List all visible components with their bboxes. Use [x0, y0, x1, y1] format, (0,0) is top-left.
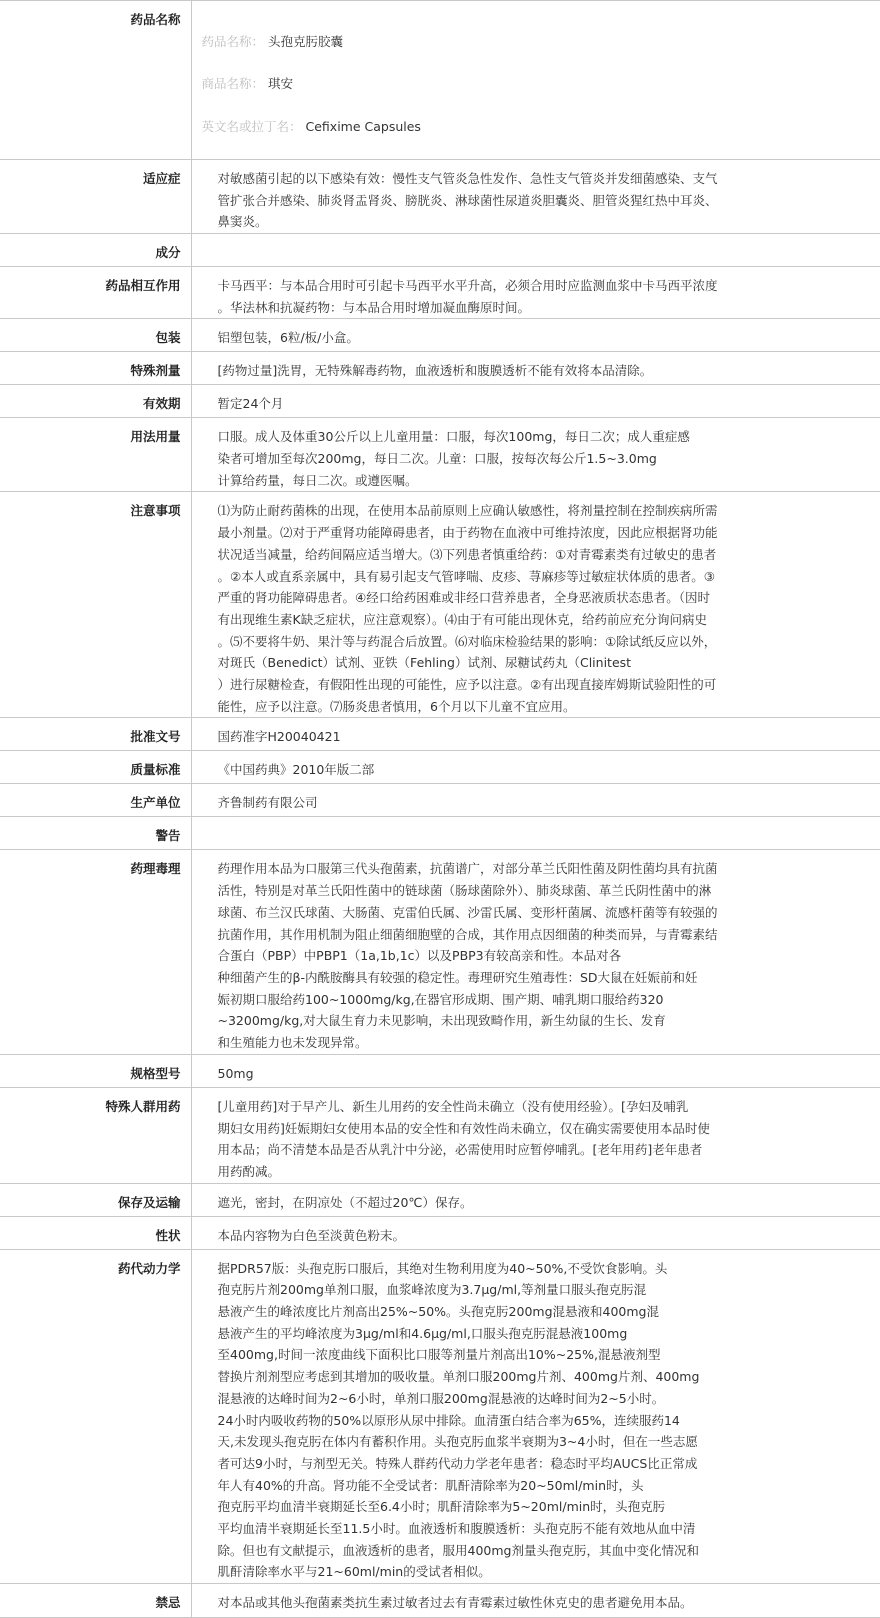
trade-name-key: 商品名称： [201, 76, 265, 92]
row-value [191, 817, 880, 850]
spec-row [0, 266, 880, 318]
row-value: 《中国药典》2010年版二部 [217, 762, 375, 778]
spec-row [0, 1216, 880, 1249]
spec-row [0, 817, 880, 850]
row-label: 警告 [0, 817, 191, 850]
spec-row [0, 850, 880, 1054]
row-value: 齐鲁制药有限公司 [217, 795, 318, 811]
row-label: 规格型号 [0, 1054, 191, 1087]
row-label: 性状 [0, 1216, 191, 1249]
generic-name-value: 头孢克肟胶囊 [268, 33, 344, 49]
row-value: 铝塑包装，6粒/板/小盒。 [217, 330, 359, 346]
spec-row [0, 492, 880, 718]
row-value: ⑴为防止耐药菌株的出现，在使用本品前原则上应确认敏感性，将剂量控制在控制疾病所需 最小剂量。⑵对于严重肾功能障碍患者，由于药物在血液中可维持浓度，因此应根据肾功能 状况适当减量，给药间隔应适当增大。⑶下列患者慎重给药：①对青霉素类有过敏史的患者 。②本人或直系亲属中，具有易引起支气管哮喘、皮疹、荨麻疹等过敏症状体质的患者。③ 严重的肾功能障碍患者。④经口给药困难或非经口营养患者，全身恶液质状态患者。（因时 有出现维生素K缺乏症状，应注意观察）。⑷由于有可能出现休克，给药前应充分询问病史 。⑸不要将牛奶、果汁等与药混合后放置。⑹对临床检验结果的影响：①除试纸反应以外， 对斑氏（Benedict）试剂、亚铁（Fehling）试剂、尿糖试药丸（Clinitest ）进行尿糖检查，有假阳性出现的可能性，应予以注意。②有出现直接库姆斯试验阳性的可 能性，应予以注意。⑺肠炎患者慎用，6个月以下儿童不宜应用。 [217, 503, 718, 714]
spec-row [0, 1087, 880, 1183]
row-value: [药物过量]洗胃，无特殊解毒药物，血液透析和腹膜透析不能有效将本品清除。 [217, 363, 653, 379]
spec-row [0, 751, 880, 784]
row-label: 药品相互作用 [0, 266, 191, 318]
row-label: 药代动力学 [0, 1249, 191, 1584]
spec-row [0, 1183, 880, 1216]
english-name-key: 英文名或拉丁名： [201, 119, 302, 135]
row-label: 注意事项 [0, 492, 191, 718]
spec-row [0, 718, 880, 751]
english-name-value: Cefixime Capsules [305, 119, 421, 135]
row-value: 暂定24个月 [217, 396, 284, 412]
row-value [191, 233, 880, 266]
row-drug-names [0, 1, 880, 160]
row-value: 国药准字H20040421 [217, 729, 341, 745]
trade-name-value: 琪安 [268, 76, 294, 92]
row-value: 药理作用本品为口服第三代头孢菌素，抗菌谱广，对部分革兰氏阳性菌及阴性菌均具有抗菌 活性，特别是对革兰氏阳性菌中的链球菌（肠球菌除外）、肺炎球菌、革兰氏阴性菌中的淋 球菌、布兰汉氏球菌、大肠菌、克雷伯氏属、沙雷氏属、变形杆菌属、流感杆菌等有较强的 抗菌作用，其作用机制为阻止细菌细胞壁的合成，其作用点因细菌的种类而异，与青霉素结 合蛋白（PBP）中PBP1（1a,1b,1c）以及PBP3有较高亲和性。本品对各 种细菌产生的β-内酰胺酶具有较强的稳定性。毒理研究生殖毒性：SD大鼠在妊娠前和妊 娠初期口服给药100~1000mg/kg,在器官形成期、围产期、哺乳期口服给药320 ~3200mg/kg,对大鼠生育力未见影响，未出现致畸作用，新生幼鼠的生长、发育 和生殖能力也未发现异常。 [217, 861, 718, 1051]
row-label: 适应症 [0, 159, 191, 233]
spec-row [0, 1584, 880, 1618]
row-label: 包装 [0, 319, 191, 352]
row-label: 生产单位 [0, 784, 191, 817]
row-value: 50mg [217, 1065, 254, 1081]
row-label: 药品名称 [0, 1, 191, 160]
spec-row [0, 1249, 880, 1584]
row-value: 对本品或其他头孢菌素类抗生素过敏者过去有青霉素过敏性休克史的患者避免用本品。 [217, 1595, 693, 1611]
row-value: 对敏感菌引起的以下感染有效：慢性支气管炎急性发作、急性支气管炎并发细菌感染、支气 管扩张合并感染、肺炎肾盂肾炎、膀胱炎、淋球菌性尿道炎胆囊炎、胆管炎猩红热中耳炎、 鼻窦炎。 [217, 170, 718, 230]
row-label: 批准文号 [0, 718, 191, 751]
row-label: 保存及运输 [0, 1183, 191, 1216]
row-label: 药理毒理 [0, 850, 191, 1054]
row-label: 特殊剂量 [0, 352, 191, 385]
row-value: [儿童用药]对于早产儿、新生儿用药的安全性尚未确立（没有使用经验）。[孕妇及哺乳 期妇女用药]妊娠期妇女使用本品的安全性和有效性尚未确立，仅在确实需要使用本品时使 用本品；尚不清楚本品是否从乳汁中分泌，必需使用时应暂停哺乳。[老年用药]老年患者 用药酌减。 [217, 1098, 710, 1179]
row-value: 本品内容物为白色至淡黄色粉末。 [217, 1227, 406, 1243]
spec-row [0, 784, 880, 817]
spec-row [0, 352, 880, 385]
row-value: 据PDR57版：头孢克肟口服后，其绝对生物利用度为40~50%,不受饮食影响。头 孢克肟片剂200mg单剂口服，血浆峰浓度为3.7μg/ml,等剂量口服头孢克肟混 悬液产生的峰浓度比片剂高出25%~50%。头孢克肟200mg混悬液和400mg混 悬液产生的平均峰浓度为3μg/ml和4.6μg/ml,口服头孢克肟混悬液100mg 至400mg,时间一浓度曲线下面积比口服等剂量片剂高出10%~25%,混悬液剂型 替换片剂剂型应考虑到其增加的吸收量。单剂口服200mg片剂、400mg片剂、400mg 混悬液的达峰时间为2~6小时，单剂口服200mg混悬液的达峰时间为2~5小时。 24小时内吸收药物的50%以原形从尿中排除。血清蛋白结合率为65%，连续服药14 天,未发现头孢克肟在体内有蓄积作用。头孢克肟血浆半衰期为3~4小时，但在一些志愿 者可达9小时，与剂型无关。特殊人群药代动力学老年患者：稳态时平均AUCS比正常成 年人有40%的升高。肾功能不全受试者：肌酐清除率为20~50ml/min时，头 孢克肟平均血清半衰期延长至6.4小时；肌酐清除率为5~20ml/min时，头孢克肟 平均血清半衰期延长至11.5小时。血液透析和腹膜透析：头孢克肟不能有效地从血中清 除。但也有文献提示，血液透析的患者，服用400mg剂量头孢克肟，其血中变化情况和 肌酐清除率水平与21~60ml/min的受试者相似。 [217, 1260, 700, 1580]
row-label: 质量标准 [0, 751, 191, 784]
row-value: 卡马西平：与本品合用时可引起卡马西平水平升高，必须合用时应监测血浆中卡马西平浓度 。华法林和抗凝药物：与本品合用时增加凝血酶原时间。 [217, 277, 718, 315]
spec-row [0, 159, 880, 233]
row-value: 遮光，密封，在阴凉处（不超过20℃）保存。 [217, 1194, 473, 1210]
row-value: 口服。成人及体重30公斤以上儿童用量：口服，每次100mg，每日二次；成人重症感 染者可增加至每次200mg，每日二次。儿童：口服，按每次每公斤1.5~3.0mg 计算给药量，每日二次。或遵医嘱。 [217, 429, 690, 488]
row-label: 用法用量 [0, 418, 191, 492]
row-value [191, 1, 880, 160]
row-label: 禁忌 [0, 1584, 191, 1618]
spec-row [0, 1054, 880, 1087]
spec-row [0, 418, 880, 492]
spec-row [0, 233, 880, 266]
row-label: 成分 [0, 233, 191, 266]
spec-row [0, 385, 880, 418]
row-label: 有效期 [0, 385, 191, 418]
spec-row [0, 319, 880, 352]
row-label: 特殊人群用药 [0, 1087, 191, 1183]
generic-name-key: 药品名称： [201, 33, 265, 49]
